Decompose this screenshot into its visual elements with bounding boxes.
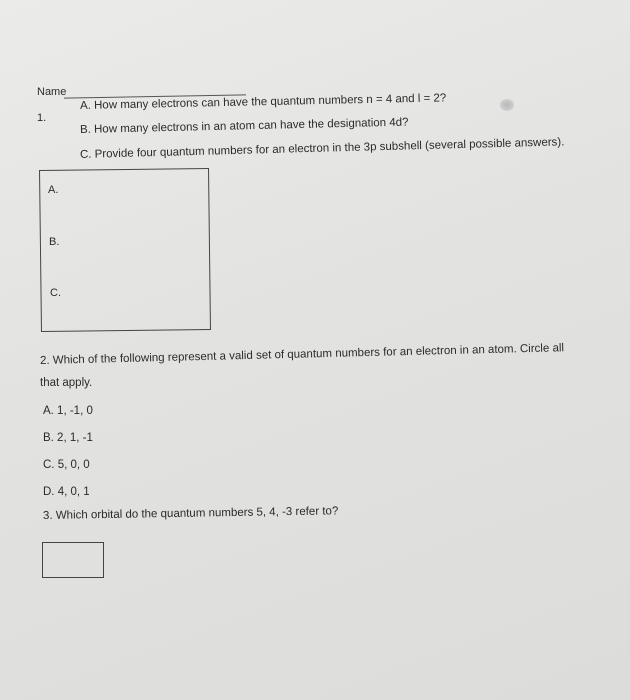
question-2-text: 2. Which of the following represent a valid set of quantum numbers for an electron in an atom. Circle all bbox=[39, 342, 565, 367]
question-1-answer-box[interactable] bbox=[39, 168, 211, 332]
question-1c-text: C. Provide four quantum numbers for an electron in the 3p subshell (several possible answers). bbox=[79, 136, 565, 161]
question-1-number: 1. bbox=[37, 112, 47, 124]
name-label: Name bbox=[37, 86, 67, 98]
answer-box-label-a: A. bbox=[48, 184, 59, 196]
question-2-option-a[interactable]: A. 1, -1, 0 bbox=[43, 405, 93, 417]
answer-box-label-c: C. bbox=[50, 287, 61, 299]
question-1b-text: B. How many electrons in an atom can have the designation 4d? bbox=[79, 116, 409, 136]
question-3-answer-box[interactable] bbox=[42, 542, 104, 578]
question-2-text-cont: that apply. bbox=[40, 377, 93, 389]
question-1a-text: A. How many electrons can have the quantum numbers n = 4 and l = 2? bbox=[79, 92, 447, 112]
question-2-option-b[interactable]: B. 2, 1, -1 bbox=[43, 432, 93, 444]
smudge-mark bbox=[500, 99, 514, 111]
question-2-option-c[interactable]: C. 5, 0, 0 bbox=[43, 459, 90, 471]
question-3-text: 3. Which orbital do the quantum numbers 5, 4, -3 refer to? bbox=[42, 505, 339, 522]
question-2-option-d[interactable]: D. 4, 0, 1 bbox=[43, 486, 90, 498]
answer-box-label-b: B. bbox=[49, 236, 60, 248]
